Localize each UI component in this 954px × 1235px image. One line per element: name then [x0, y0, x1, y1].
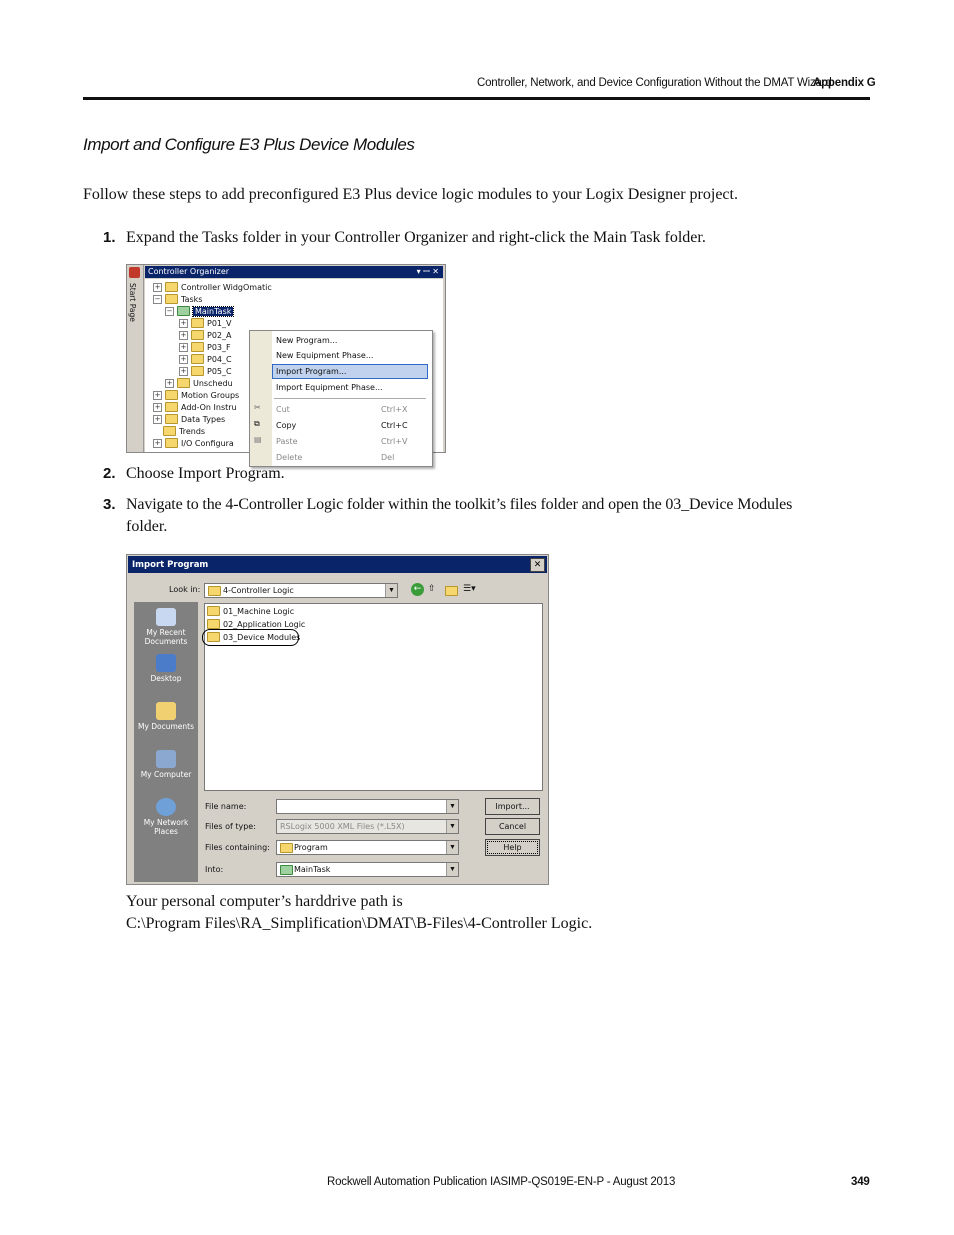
- place-my-computer[interactable]: My Computer: [134, 750, 198, 779]
- files-containing-select[interactable]: Program ▼: [276, 840, 459, 855]
- folder-icon: [191, 318, 204, 328]
- page-number: 349: [851, 1176, 870, 1188]
- folder-icon: [163, 426, 176, 436]
- footer-publication: Rockwell Automation Publication IASIMP-QS019E-EN-P - August 2013: [327, 1176, 676, 1188]
- files-of-type-select[interactable]: RSLogix 5000 XML Files (*.L5X) ▼: [276, 819, 459, 834]
- chevron-down-icon: ▼: [446, 820, 458, 833]
- folder-icon: [191, 330, 204, 340]
- dialog-titlebar: [128, 556, 547, 573]
- tree-item[interactable]: Trends: [163, 425, 205, 437]
- up-folder-icon[interactable]: ⇧: [428, 584, 436, 594]
- step-3-number: 3.: [103, 496, 116, 513]
- tree-item[interactable]: + I/O Configura: [154, 438, 234, 448]
- place-my-network[interactable]: My Network Places: [134, 798, 198, 836]
- start-page-side-tab[interactable]: [127, 265, 144, 452]
- folder-icon: [177, 378, 190, 388]
- my-documents-icon: [156, 702, 176, 720]
- network-places-icon: [156, 798, 176, 816]
- step-3-text-line1: Navigate to the 4-Controller Logic folder within the toolkit’s files folder and open the 03_Device Modules: [126, 496, 793, 513]
- into-select[interactable]: MainTask ▼: [276, 862, 459, 877]
- organizer-tree: [145, 279, 443, 462]
- controller-organizer-screenshot: [126, 264, 446, 462]
- folder-icon: [207, 606, 220, 616]
- tree-item[interactable]: + Controller WidgOmatic: [154, 282, 272, 292]
- step-3-text-line2: folder.: [126, 518, 168, 535]
- view-menu-icon[interactable]: ☰▾: [463, 584, 476, 594]
- folder-icon: [208, 586, 221, 596]
- task-icon: [177, 306, 190, 316]
- step-1-number: 1.: [103, 229, 116, 246]
- tree-item[interactable]: + P03_F: [180, 342, 231, 352]
- folder-icon: [165, 438, 178, 448]
- place-desktop[interactable]: Desktop: [134, 654, 198, 683]
- recent-documents-icon: [156, 608, 176, 626]
- note-line-1: Your personal computer’s harddrive path is: [126, 893, 403, 910]
- files-of-type-label: Files of type:: [205, 822, 256, 831]
- import-button[interactable]: Import...: [485, 798, 540, 815]
- chevron-down-icon: ▼: [446, 841, 458, 854]
- cancel-button[interactable]: Cancel: [485, 818, 540, 835]
- chevron-down-icon: ▼: [385, 584, 397, 597]
- intro-paragraph: Follow these steps to add preconfigured E3 Plus device logic modules to your Logix Designer project.: [83, 186, 738, 203]
- context-menu: [249, 330, 433, 467]
- chevron-down-icon: ▼: [446, 800, 458, 813]
- task-icon: [280, 865, 293, 875]
- running-header-appendix: Appendix G: [813, 77, 876, 89]
- organizer-titlebar: [145, 266, 443, 278]
- tree-item[interactable]: + Motion Groups: [154, 390, 240, 400]
- close-icon[interactable]: ✕: [530, 558, 545, 572]
- folder-icon: [165, 390, 178, 400]
- import-program-dialog: [126, 554, 549, 885]
- look-in-select[interactable]: 4-Controller Logic ▼: [204, 583, 398, 598]
- places-bar: [134, 602, 198, 882]
- file-list: [204, 603, 543, 791]
- desktop-icon: [156, 654, 176, 672]
- menu-item-paste[interactable]: Paste Ctrl+V: [276, 437, 408, 446]
- menu-item-new-program[interactable]: New Program...: [276, 336, 338, 345]
- tree-item[interactable]: + P05_C: [180, 366, 232, 376]
- menu-item-delete[interactable]: Delete Del: [276, 453, 395, 462]
- step-1-text: Expand the Tasks folder in your Controller Organizer and right-click the Main Task folder.: [126, 229, 706, 246]
- note-line-2: C:\Program Files\RA_Simplification\DMAT\B-Files\4-Controller Logic.: [126, 915, 593, 932]
- folder-icon: [165, 282, 178, 292]
- back-icon[interactable]: ←: [411, 583, 424, 596]
- chevron-down-icon: ▼: [446, 863, 458, 876]
- menu-separator: [274, 398, 426, 399]
- folder-icon: [165, 414, 178, 424]
- folder-icon: [165, 402, 178, 412]
- start-page-tab-label: Start Page: [128, 283, 137, 322]
- menu-item-copy[interactable]: Copy Ctrl+C: [276, 421, 408, 430]
- into-label: Into:: [205, 865, 224, 874]
- tree-item[interactable]: + P02_A: [180, 330, 232, 340]
- section-heading: Import and Configure E3 Plus Device Modules: [83, 135, 415, 154]
- paste-icon: ▤: [254, 435, 262, 444]
- help-button[interactable]: Help: [485, 839, 540, 856]
- file-name-label: File name:: [205, 802, 247, 811]
- folder-icon: [207, 619, 220, 629]
- folder-icon: [191, 366, 204, 376]
- my-computer-icon: [156, 750, 176, 768]
- tree-item[interactable]: + Data Types: [154, 414, 226, 424]
- menu-item-new-equipment-phase[interactable]: New Equipment Phase...: [276, 351, 374, 360]
- header-rule: [83, 97, 870, 100]
- step-2-number: 2.: [103, 465, 116, 482]
- file-list-item[interactable]: 02_Application Logic: [207, 618, 305, 630]
- running-header-section: Controller, Network, and Device Configuration Without the DMAT Wizard: [477, 77, 832, 89]
- file-list-item[interactable]: 01_Machine Logic: [207, 605, 294, 617]
- menu-gutter: [250, 331, 272, 466]
- tree-item[interactable]: − Tasks: [154, 294, 203, 304]
- files-containing-label: Files containing:: [205, 843, 270, 852]
- new-folder-icon[interactable]: [445, 586, 458, 596]
- place-my-documents[interactable]: My Documents: [134, 702, 198, 731]
- dialog-title: Import Program: [132, 560, 209, 570]
- menu-item-cut[interactable]: Cut Ctrl+X: [276, 405, 408, 414]
- organizer-window-controls[interactable]: ▾ ꟷ ✕: [416, 267, 439, 276]
- folder-icon: [165, 294, 178, 304]
- place-recent-documents[interactable]: My Recent Documents: [134, 608, 198, 646]
- look-in-label: Look in:: [169, 585, 201, 594]
- tree-item[interactable]: + P04_C: [180, 354, 232, 364]
- folder-icon: [191, 342, 204, 352]
- file-name-input[interactable]: [276, 799, 459, 814]
- file-list-item-device-modules[interactable]: 03_Device Modules: [207, 631, 300, 643]
- folder-icon: [280, 843, 293, 853]
- tree-item[interactable]: + Unschedu: [166, 378, 233, 388]
- menu-item-import-program[interactable]: Import Program...: [276, 367, 347, 376]
- step-2-text: Choose Import Program.: [126, 465, 285, 482]
- start-page-icon: [129, 267, 140, 278]
- copy-icon: ⧉: [254, 419, 260, 428]
- organizer-title: Controller Organizer: [148, 267, 230, 276]
- tree-item[interactable]: + P01_V: [180, 318, 232, 328]
- callout-circle: [202, 629, 299, 646]
- scissors-icon: ✂: [254, 403, 261, 412]
- folder-icon: [191, 354, 204, 364]
- tree-item[interactable]: + Add-On Instru: [154, 402, 237, 412]
- tree-item-maintask[interactable]: − MainTask: [166, 306, 232, 316]
- menu-item-import-equipment-phase[interactable]: Import Equipment Phase...: [276, 383, 383, 392]
